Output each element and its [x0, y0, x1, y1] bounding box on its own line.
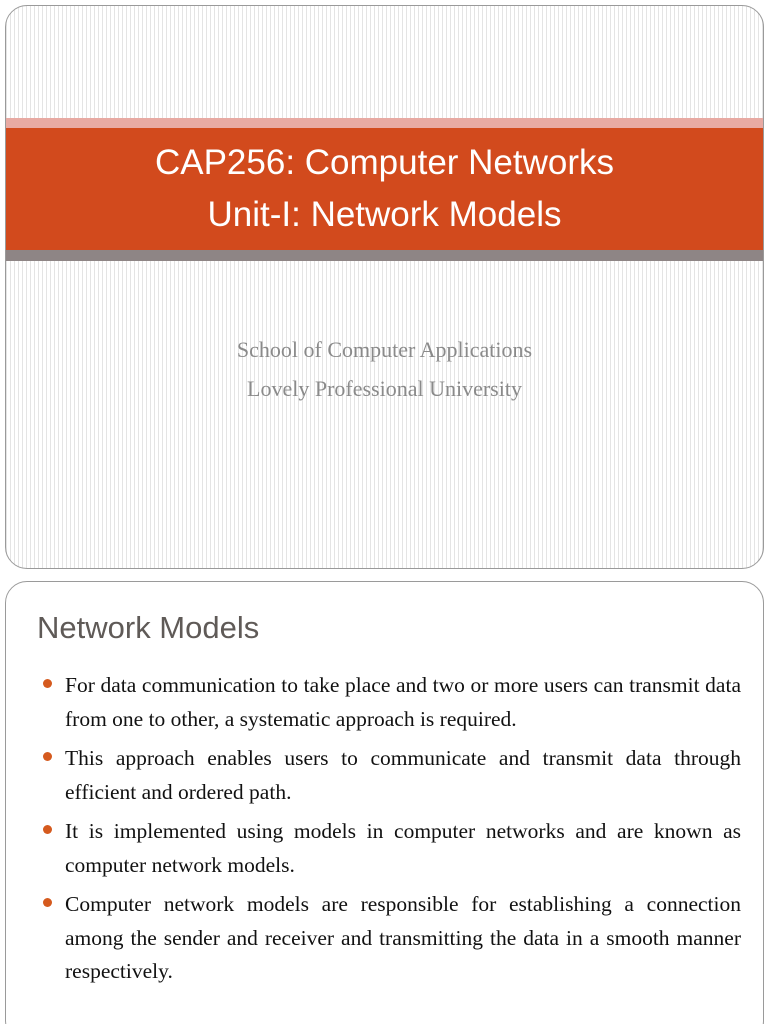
- bullet-list: [39, 669, 741, 995]
- bullet-dot-icon: [43, 898, 52, 907]
- bullet-text: It is implemented using models in computer networks and are known as computer network models.: [65, 819, 741, 877]
- bullet-dot-icon: [43, 752, 52, 761]
- slide-heading: Network Models: [37, 610, 260, 645]
- bullet-dot-icon: [43, 825, 52, 834]
- subtitle-school: School of Computer Applications: [236, 337, 533, 362]
- subtitle-block: [6, 330, 763, 408]
- slide-title-line-2: Unit-I: Network Models: [207, 195, 562, 234]
- bullet-item: [39, 815, 741, 882]
- bullet-dot-icon: [43, 679, 52, 688]
- bullet-text: Computer network models are responsible for establishing a connection among the sender and receiver and transmitting the data in a smooth manner respectively.: [65, 892, 741, 983]
- bullet-item: [39, 669, 741, 736]
- title-band-top-stripe: [6, 118, 763, 128]
- bullet-item: [39, 742, 741, 809]
- bullet-text: This approach enables users to communicate and transmit data through efficient and ordered path.: [65, 746, 741, 804]
- title-band: [6, 128, 763, 250]
- title-slide: [5, 5, 764, 569]
- subtitle-university: Lovely Professional University: [247, 376, 522, 401]
- bullet-item: [39, 888, 741, 989]
- slide-title-line-1: CAP256: Computer Networks: [154, 143, 615, 182]
- bullet-text: For data communication to take place and two or more users can transmit data from one to other, a systematic approach is required.: [65, 673, 741, 731]
- title-band-bottom-stripe: [6, 250, 763, 261]
- content-slide: [5, 581, 764, 1024]
